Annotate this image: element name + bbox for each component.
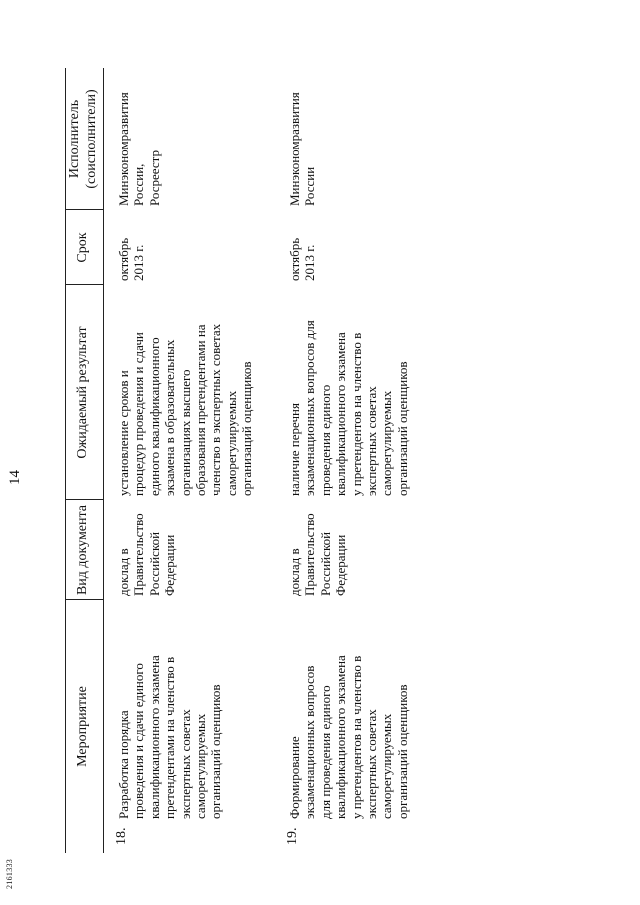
executor-cell <box>287 92 318 206</box>
deadline-cell <box>116 238 147 281</box>
result-cell <box>287 320 410 496</box>
header-event: Мероприятие <box>75 686 90 767</box>
cell-line: экспертных советах <box>364 386 380 496</box>
cell-line: экспертных советах <box>177 709 193 819</box>
cell-line: образования претендентами на <box>193 324 209 496</box>
cell-line: экзаменационных вопросов для <box>302 320 318 496</box>
cell-line: 2013 г. <box>302 244 318 281</box>
header-doc-type: Вид документа <box>75 504 90 596</box>
header-bottom-border <box>103 68 104 853</box>
cell-line: доклад в <box>287 548 302 596</box>
cell-line: у претендентов на членство в <box>348 655 364 819</box>
cell-line: квалификационного экзамена <box>146 655 162 819</box>
doc-type-cell <box>287 513 349 596</box>
cell-line: проведения и сдачи единого <box>131 663 147 819</box>
cell-line: Формирование <box>287 736 302 819</box>
cell-line: России, <box>131 163 147 206</box>
cell-line: саморегулируемых <box>223 390 239 496</box>
cell-line: экзамена в образовательных <box>162 339 178 496</box>
event-cell <box>287 655 410 819</box>
executor-cell <box>116 92 162 206</box>
header-executor-line1: Исполнитель <box>67 99 82 179</box>
cell-line: проведения единого <box>317 384 333 496</box>
row-number: 18. <box>114 827 129 845</box>
document-code: 2161333 <box>5 858 14 889</box>
cell-line: октябрь <box>287 237 302 281</box>
event-cell <box>116 655 224 819</box>
row-number: 19. <box>285 827 300 845</box>
cell-line: Правительство <box>302 513 318 596</box>
cell-line: квалификационного экзамена <box>333 332 349 496</box>
cell-line: квалификационного экзамена <box>333 655 349 819</box>
cell-line: Российской <box>146 531 162 596</box>
cell-line: установление сроков и <box>116 370 131 496</box>
cell-line: членство в экспертных советах <box>208 323 224 496</box>
header-executor <box>66 68 100 210</box>
cell-line: организаций оценщиков <box>239 361 255 496</box>
cell-line: единого квалификационного <box>146 337 162 496</box>
cell-line: саморегулируемых <box>379 713 395 819</box>
cell-line: Федерации <box>162 534 178 596</box>
cell-line: саморегулируемых <box>193 713 209 819</box>
cell-line: наличие перечня <box>287 403 302 496</box>
header-deadline: Срок <box>75 232 90 263</box>
cell-line: Разработка порядка <box>116 710 131 819</box>
cell-line: организаций оценщиков <box>394 361 410 496</box>
cell-line: 2013 г. <box>131 244 147 281</box>
cell-line: организациях высшего <box>177 369 193 496</box>
cell-line: России <box>302 166 318 206</box>
cell-line: октябрь <box>116 237 131 281</box>
header-executor-line2: (соисполнители) <box>84 89 99 189</box>
cell-line: Федерации <box>333 534 349 596</box>
cell-line: экзаменационных вопросов <box>302 665 318 819</box>
cell-line: организаций оценщиков <box>394 684 410 819</box>
page-number: 14 <box>7 470 23 485</box>
doc-type-cell <box>116 513 178 596</box>
cell-line: для проведения единого <box>317 685 333 819</box>
header-result: Ожидаемый результат <box>75 326 90 459</box>
cell-line: Правительство <box>131 513 147 596</box>
cell-line: саморегулируемых <box>379 390 395 496</box>
cell-line: Минэкономразвития <box>116 92 131 206</box>
cell-line: претендентами на членство в <box>162 656 178 819</box>
cell-line: процедур проведения и сдачи <box>131 332 147 496</box>
cell-line: у претендентов на членство в <box>348 332 364 496</box>
cell-line: Российской <box>317 531 333 596</box>
cell-line: Росреестр <box>146 150 162 206</box>
cell-line: экспертных советах <box>364 709 380 819</box>
cell-line: доклад в <box>116 548 131 596</box>
cell-line: Минэкономразвития <box>287 92 302 206</box>
deadline-cell <box>287 238 318 281</box>
result-cell <box>116 324 255 496</box>
cell-line: организаций оценщиков <box>208 684 224 819</box>
